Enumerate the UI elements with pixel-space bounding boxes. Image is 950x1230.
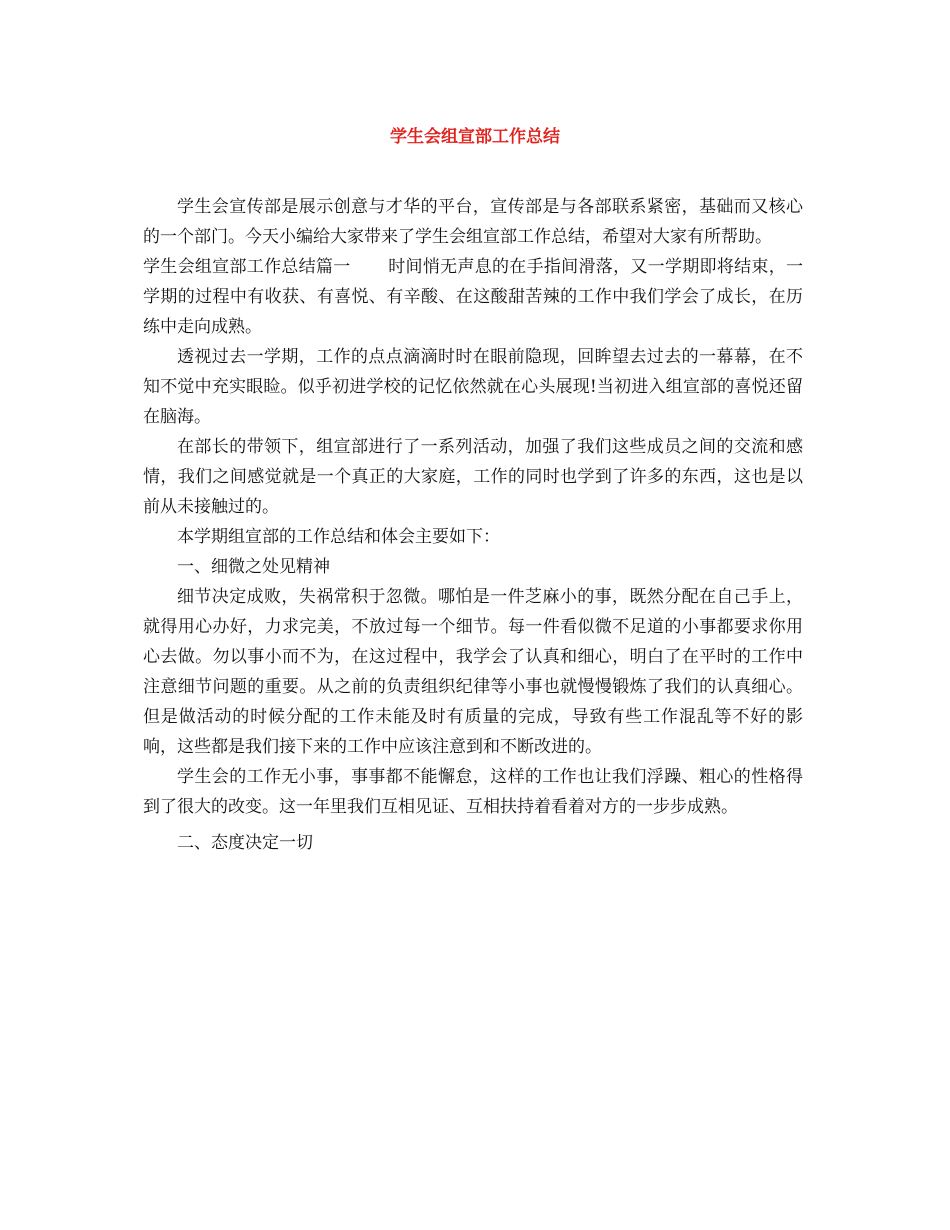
body-paragraph: 本学期组宣部的工作总结和体会主要如下： xyxy=(177,527,500,547)
section-one-text: 时间悄无声息的在手指间滑落，又一学期即将结束，一学期的过程中有收获、有喜悦、有辛酸、在这酸甜苦辣的工作中我们学会了成长，在历练中走向成熟。 xyxy=(143,257,804,337)
body-paragraph: 细节决定成败，失祸常积于忽微。哪怕是一件芝麻小的事，既然分配在自己手上，就得用心办好，力求完美，不放过每一个细节。每一件看似微不足道的小事都要求你用心去做。勿以事小而不为，在这过程中，我学会了认真和细心，明白了在平时的工作中注意细节问题的重要。从之前的负责组织纪律等小事也就慢慢锻炼了我们的认真细心。但是做活动的时候分配的工作未能及时有质量的完成，导致有些工作混乱等不好的影响，这些都是我们接下来的工作中应该注意到和不断改进的。 xyxy=(143,587,803,757)
document-title: 学生会组宣部工作总结 xyxy=(390,127,560,147)
subheading-two: 二、态度决定一切 xyxy=(177,833,313,853)
intro-paragraph: 学生会宣传部是展示创意与才华的平台，宣传部是与各部联系紧密，基础而又核心的一个部门。今天小编给大家带来了学生会组宣部工作总结，希望对大家有所帮助。 xyxy=(143,197,803,247)
document-body xyxy=(143,192,803,858)
section-heading: 学生会组宣部工作总结篇一 xyxy=(143,257,351,277)
body-paragraph: 学生会的工作无小事，事事都不能懈怠，这样的工作也让我们浮躁、粗心的性格得到了很大的改变。这一年里我们互相见证、互相扶持着看着对方的一步步成熟。 xyxy=(143,767,803,817)
section-one-paragraph xyxy=(143,252,803,342)
body-paragraph: 透视过去一学期，工作的点点滴滴时时在眼前隐现，回眸望去过去的一幕幕，在不知不觉中充实眼睑。似乎初进学校的记忆依然就在心头展现!当初进入组宣部的喜悦还留在脑海。 xyxy=(143,347,803,427)
body-paragraph: 在部长的带领下，组宣部进行了一系列活动，加强了我们这些成员之间的交流和感情，我们之间感觉就是一个真正的大家庭，工作的同时也学到了许多的东西，这也是以前从未接触过的。 xyxy=(143,437,803,517)
subheading-one: 一、细微之处见精神 xyxy=(177,557,330,577)
